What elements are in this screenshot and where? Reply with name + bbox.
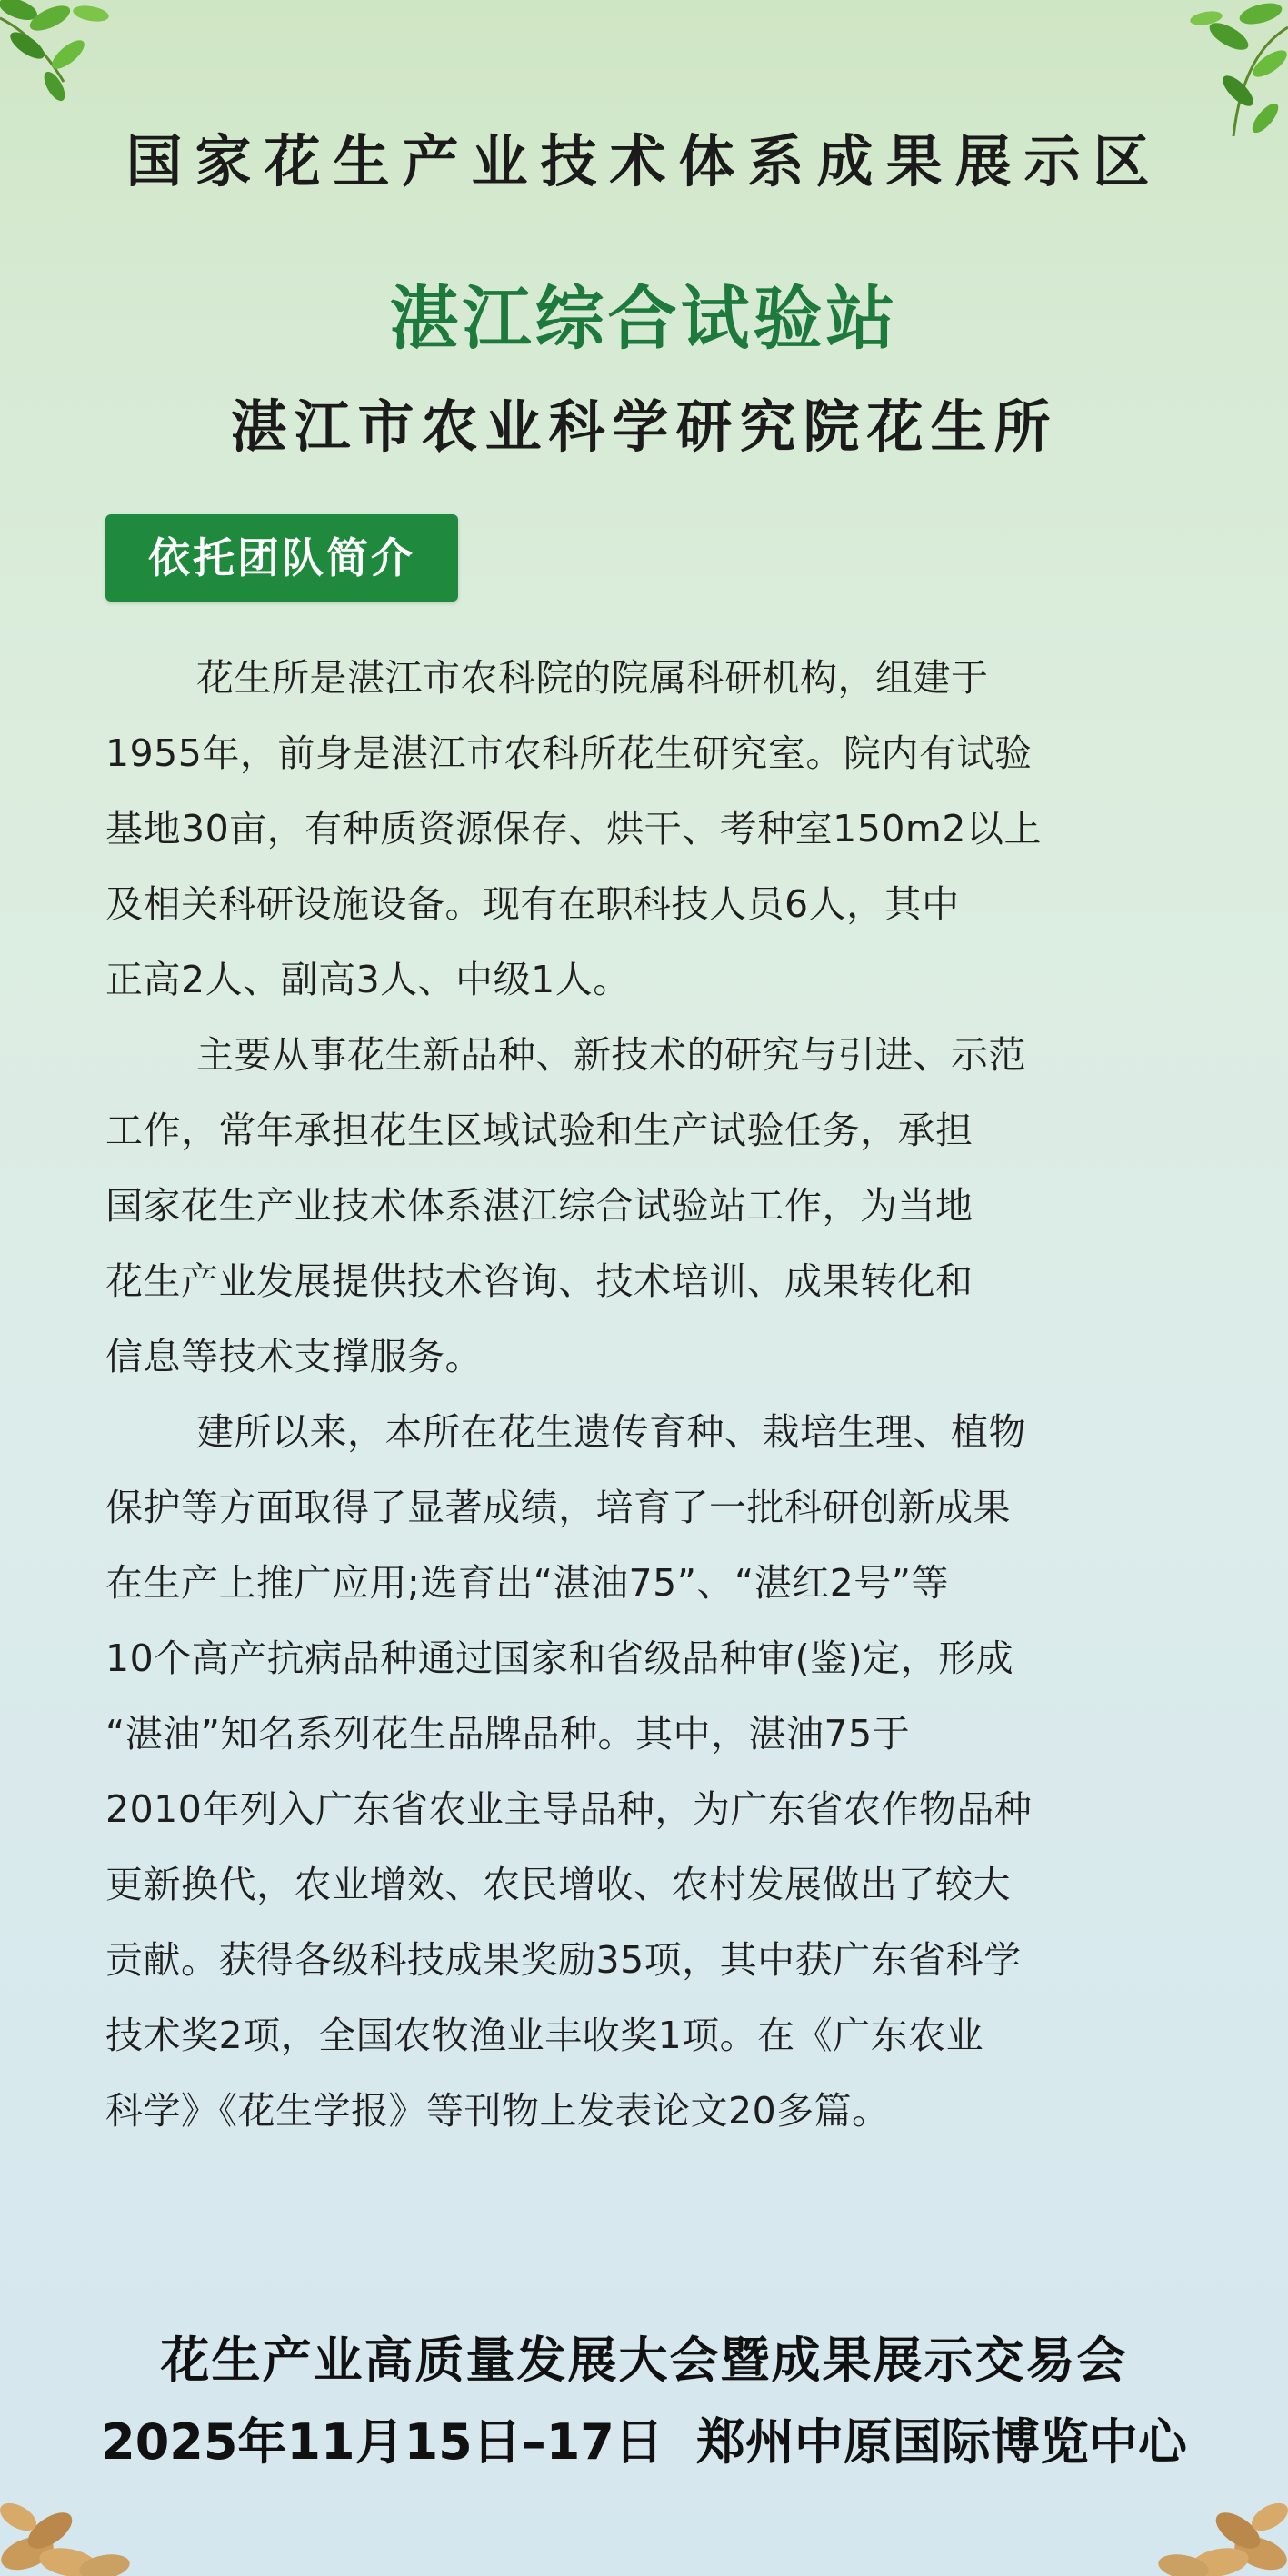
paragraph-line: 贡献。获得各级科技成果奖励35项，其中获广东省科学 (105, 1938, 1022, 1982)
paragraph-line: “湛油”知名系列花生品牌品种。其中，湛油75于 (105, 1712, 911, 1755)
paragraph-line: 10个高产抗病品种通过国家和省级品种审(鉴)定，形成 (105, 1636, 1014, 1680)
paragraph-line: 更新换代，农业增效、农民增收、农村发展做出了较大 (105, 1863, 1011, 1906)
section-badge-team-intro: 依托团队简介 (105, 514, 458, 602)
team-intro-text (105, 641, 1196, 2149)
paragraph-line: 花生所是湛江市农科院的院属科研机构，组建于 (196, 656, 989, 700)
paragraph-line: 在生产上推广应用;选育出“湛油75”、“湛红2号”等 (105, 1561, 950, 1605)
event-date-venue (0, 2403, 1288, 2473)
paragraph-line: 科学》《花生学报》等刊物上发表论文20多篇。 (105, 2089, 890, 2133)
event-name: 花生产业高质量发展大会暨成果展示交易会 (160, 2332, 1128, 2389)
paragraph-line: 正高2人、副高3人、中级1人。 (105, 958, 631, 1001)
paragraph-line: 国家花生产业技术体系湛江综合试验站工作，为当地 (105, 1184, 973, 1228)
paragraph-line: 及相关科研设施设备。现有在职科技人员6人，其中 (105, 882, 960, 926)
peanuts-bottom-left-icon (0, 2476, 145, 2576)
peanuts-bottom-right-icon (1143, 2476, 1288, 2576)
paragraph-line: 技术奖2项，全国农牧渔业丰收奖1项。在《广东农业 (105, 2014, 984, 2057)
institute-name: 湛江市农业科学研究院花生所 (230, 393, 1058, 460)
paragraph-line: 1955年，前身是湛江市农科所花生研究室。院内有试验 (105, 731, 1033, 775)
exhibition-title: 国家花生产业技术体系成果展示区 (125, 128, 1163, 194)
paragraph-line: 保护等方面取得了显著成绩，培育了一批科研创新成果 (105, 1486, 1011, 1529)
paragraph-line: 基地30亩，有种质资源保存、烘干、考种室150m2以上 (105, 807, 1042, 850)
station-name: 湛江综合试验站 (389, 278, 899, 359)
paragraph-line: 建所以来，本所在花生遗传育种、栽培生理、植物 (196, 1410, 1026, 1454)
event-venue: 郑州中原国际博览中心 (695, 2413, 1187, 2471)
paragraph-line: 花生产业发展提供技术咨询、技术培训、成果转化和 (105, 1259, 973, 1303)
event-date: 2025年11月15日–17日 (101, 2413, 664, 2471)
paragraph-line: 2010年列入广东省农业主导品种，为广东省农作物品种 (105, 1787, 1033, 1831)
leaves-top-left-icon (0, 0, 136, 118)
paragraph-line: 工作，常年承担花生区域试验和生产试验任务，承担 (105, 1109, 973, 1152)
paragraph-line: 信息等技术支撑服务。 (105, 1335, 483, 1378)
paragraph-line: 主要从事花生新品种、新技术的研究与引进、示范 (196, 1033, 1026, 1077)
